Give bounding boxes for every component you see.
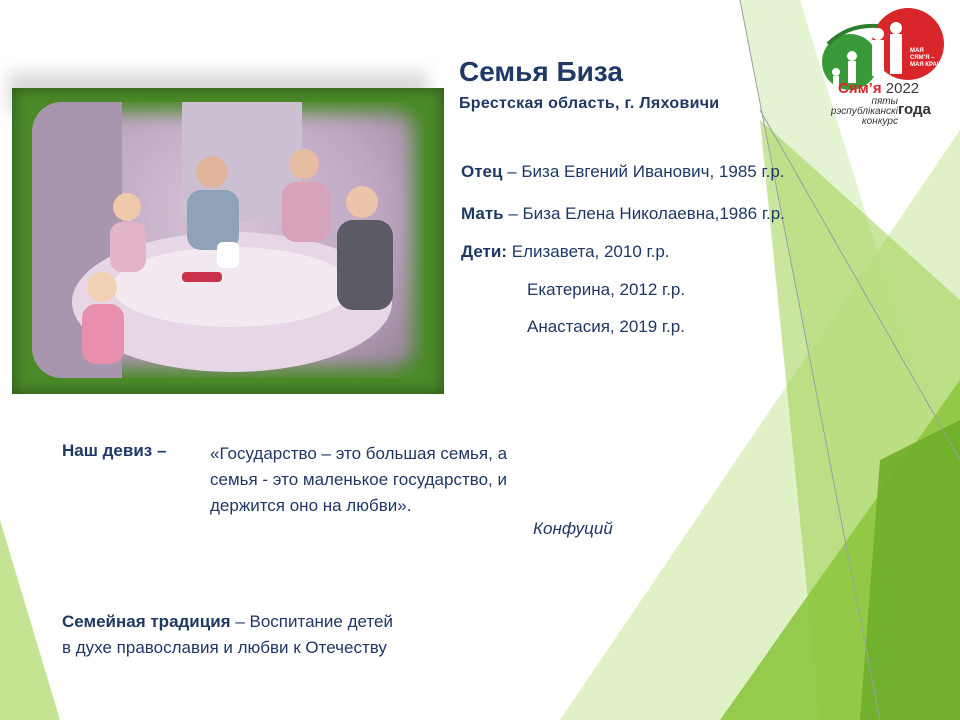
children-label: Дети:	[461, 242, 507, 261]
motto-author: Конфуций	[533, 519, 613, 538]
logo-slogan-line: МАЯ КРАІНА	[910, 62, 948, 68]
family-tradition	[62, 609, 393, 661]
tradition-text-line2: в духе православия и любви к Отечеству	[62, 638, 387, 657]
family-photo	[32, 102, 424, 378]
logo-slogan	[910, 48, 947, 69]
logo-goda: года	[898, 101, 931, 118]
mother-row	[461, 204, 785, 224]
logo-slogan-line: СЯМ’Я –	[910, 55, 935, 61]
motto-line: семья - это маленькое государство, и	[210, 470, 507, 489]
mother-text: – Биза Елена Николаевна,1986 г.р.	[503, 204, 785, 223]
logo-name	[838, 80, 919, 97]
father-label: Отец	[461, 162, 503, 181]
father-text: – Биза Евгений Иванович, 1985 г.р.	[502, 162, 785, 181]
page-title: Семья Биза	[459, 56, 623, 87]
motto-line: «Государство – это большая семья, а	[210, 444, 508, 463]
tradition-label: Семейная традиция	[62, 612, 231, 631]
father-row	[461, 162, 785, 182]
tradition-text: – Воспитание детей	[230, 612, 393, 631]
mother-label: Мать	[461, 204, 504, 223]
motto-label: Наш девиз –	[62, 441, 167, 460]
logo-name-part2: 2022	[881, 80, 920, 97]
logo-sub-line: конкурс	[861, 116, 898, 127]
logo-slogan-line: МАЯ	[910, 48, 924, 54]
child-item: Елизавета, 2010 г.р.	[511, 242, 670, 261]
motto-line: держится оно на любви».	[210, 496, 412, 515]
child-item: Екатерина, 2012 г.р.	[527, 280, 686, 299]
logo-sub-line: пяты	[871, 96, 898, 107]
children-row	[461, 242, 670, 262]
photo-frame	[12, 88, 444, 394]
logo-subtitle	[808, 97, 898, 127]
page-subtitle: Брестская область, г. Ляховичи	[459, 95, 720, 112]
child-item: Анастасия, 2019 г.р.	[527, 317, 685, 336]
motto-text	[210, 441, 507, 519]
logo-name-part1: Сям’я	[838, 80, 882, 97]
logo-sub-line: рэспубліканскі	[830, 106, 898, 117]
family-photo-illustration	[32, 102, 424, 378]
